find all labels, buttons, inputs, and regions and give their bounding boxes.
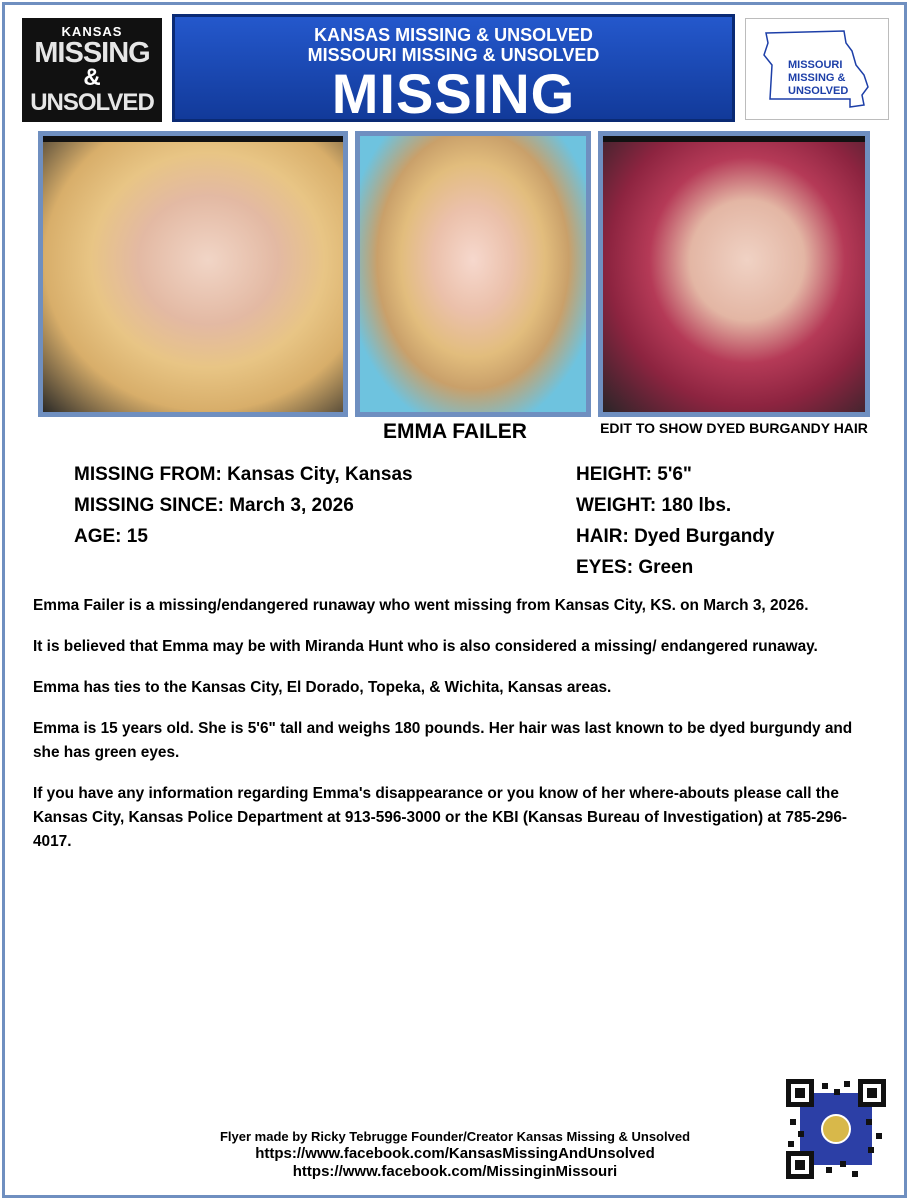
banner-line-kansas: KANSAS MISSING & UNSOLVED <box>314 25 593 45</box>
footer <box>100 1129 810 1181</box>
description-text <box>33 594 878 871</box>
mo-logo-line3: UNSOLVED <box>788 85 849 97</box>
banner-title: MISSING <box>331 62 576 125</box>
header-banner <box>172 14 735 125</box>
paragraph-companion: It is believed that Emma may be with Miranda Hunt who is also considered a missing/ endangered runaway. <box>33 638 818 655</box>
detail-age: AGE: 15 <box>74 526 148 547</box>
detail-weight: WEIGHT: 180 lbs. <box>576 495 732 516</box>
logo-missing-text: MISSING <box>34 36 150 69</box>
photo-edited-burgundy-hair <box>598 131 870 417</box>
missing-person-name: EMMA FAILER <box>383 420 527 443</box>
detail-height: HEIGHT: 5'6" <box>576 464 692 485</box>
detail-hair: HAIR: Dyed Burgandy <box>576 526 775 547</box>
mo-logo-line2: MISSING & <box>788 72 846 84</box>
details-right <box>576 459 774 583</box>
paragraph-ties: Emma has ties to the Kansas City, El Dorado, Topeka, & Wichita, Kansas areas. <box>33 679 612 696</box>
photo-edit-caption: EDIT TO SHOW DYED BURGANDY HAIR <box>600 420 868 436</box>
photo-id-portrait <box>355 131 591 417</box>
missouri-logo-text <box>788 59 848 98</box>
facebook-link-missouri[interactable]: https://www.facebook.com/MissinginMissouri <box>292 1163 618 1180</box>
banner-line-missouri: MISSOURI MISSING & UNSOLVED <box>307 45 600 65</box>
paragraph-description: Emma is 15 years old. She is 5'6" tall and weighs 180 pounds. Her hair was last known to be dyed burgundy and she has green eyes. <box>33 720 853 761</box>
logo-unsolved-text: UNSOLVED <box>30 88 154 116</box>
detail-missing-from: MISSING FROM: Kansas City, Kansas <box>74 464 413 485</box>
logo-amp-text: & <box>83 63 101 91</box>
photo-blonde-selfie <box>38 131 348 417</box>
facebook-link-kansas[interactable]: https://www.facebook.com/KansasMissingAndUnsolved <box>255 1145 655 1162</box>
kansas-missing-unsolved-logo <box>22 18 162 122</box>
paragraph-contact: If you have any information regarding Emma's disappearance or you know of her where-abouts please call the Kansas City, Kansas Police Department at 913-596-3000 or the KBI (Kansas Bureau of Investigation) at 785-296-4017. <box>33 785 847 850</box>
missouri-missing-unsolved-logo <box>745 18 889 120</box>
flyer-credit: Flyer made by Ricky Tebrugge Founder/Creator Kansas Missing & Unsolved <box>219 1129 691 1144</box>
qr-code-icon[interactable] <box>782 1075 890 1183</box>
logo-kansas-text: KANSAS <box>61 23 123 39</box>
detail-eyes: EYES: Green <box>576 557 694 578</box>
details-left <box>74 459 413 552</box>
paragraph-summary: Emma Failer is a missing/endangered runaway who went missing from Kansas City, KS. on March 3, 2026. <box>33 597 809 614</box>
detail-missing-since: MISSING SINCE: March 3, 2026 <box>74 495 354 516</box>
mo-logo-line1: MISSOURI <box>788 59 843 71</box>
